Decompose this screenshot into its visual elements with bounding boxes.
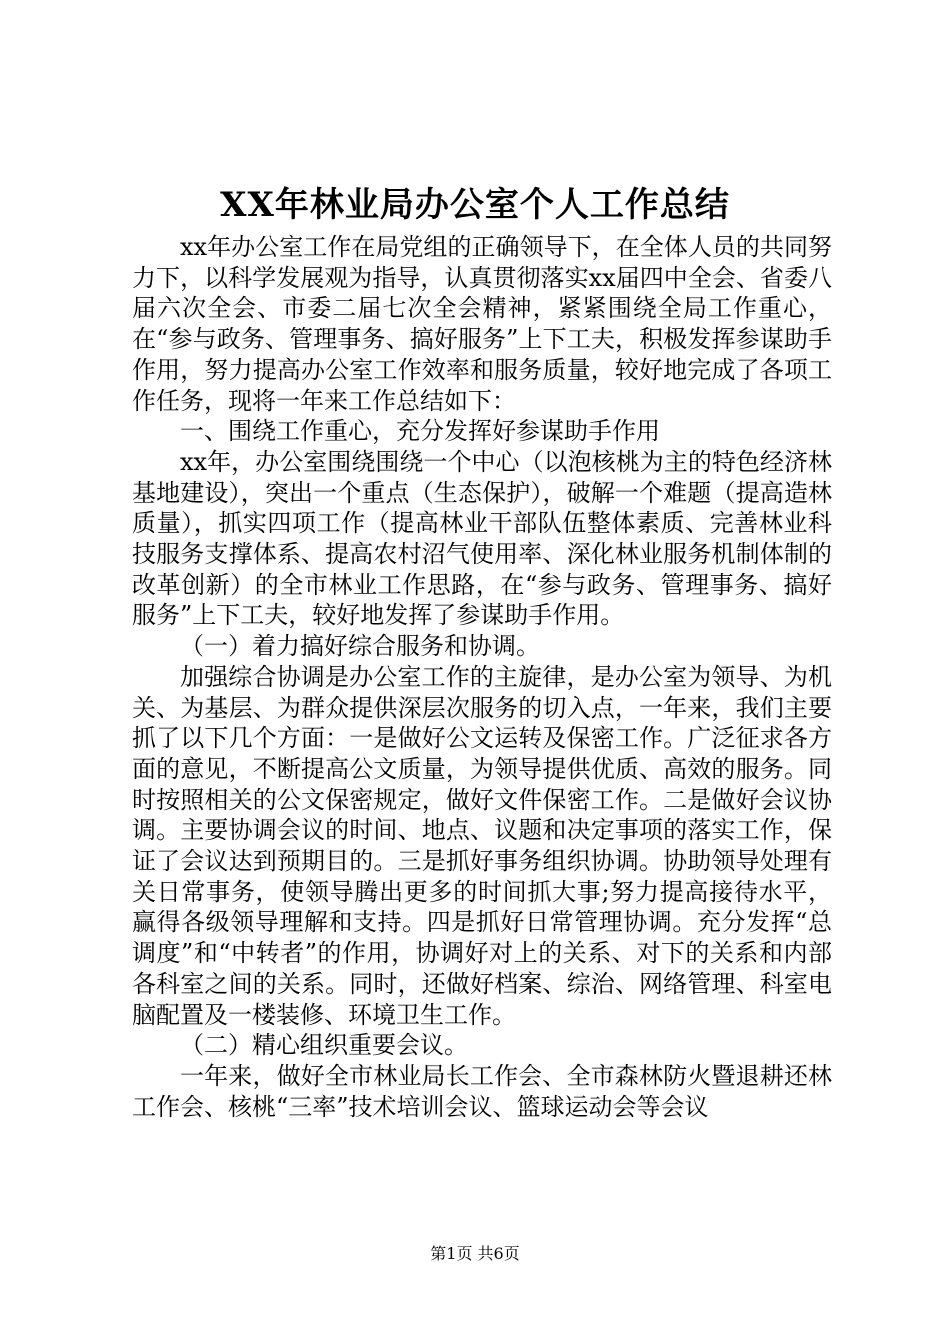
- heading-section-1: 一、围绕工作重心，充分发挥好参谋助手作用: [180, 417, 660, 446]
- heading-subsection-2: （二）精心组织重要会议。: [180, 1031, 468, 1060]
- heading-subsection-1: （一）着力搞好综合服务和协调。: [180, 632, 540, 661]
- paragraph-subsection-1: 加强综合协调是办公室工作的主旋律，是办公室为领导、为机关、为基层、为群众提供深层次服务的切入点，一年来，我们主要抓了以下几个方面：一是做好公文运转及保密工作。广泛征求各方面的意见，不断提高公文质量，为领导提供优质、高效的服务。同时按照相关的公文保密规定，做好文件保密工作。二是做好会议协调。主要协调会议的时间、地点、议题和决定事项的落实工作，保证了会议达到预期目的。三是抓好事务组织协调。协助领导处理有关日常事务，使领导腾出更多的时间抓大事;努力提高接待水平，赢得各级领导理解和支持。四是抓好日常管理协调。充分发挥“总调度”和“中转者”的作用，协调好对上的关系、对下的关系和内部各科室之间的关系。同时，还做好档案、综治、网络管理、科室电脑配置及一楼装修、环境卫生工作。: [132, 662, 832, 1029]
- document-body: [132, 232, 832, 1122]
- paragraph-intro: xx年办公室工作在局党组的正确领导下，在全体人员的共同努力下，以科学发展观为指导，认真贯彻落实xx届四中全会、省委八届六次全会、市委二届七次全会精神，紧紧围绕全局工作重心，在“参与政务、管理事务、搞好服务”上下工夫，积极发挥参谋助手作用，努力提高办公室工作效率和服务质量，较好地完成了各项工作任务，现将一年来工作总结如下：: [132, 233, 832, 415]
- paragraph-subsection-2: 一年来，做好全市林业局长工作会、全市森林防火暨退耕还林工作会、核桃“三率”技术培训会议、篮球运动会等会议: [132, 1061, 832, 1121]
- page-number: 第1页 共6页: [430, 1244, 520, 1263]
- paragraph-section-1: xx年，办公室围绕围绕一个中心（以泡核桃为主的特色经济林基地建设），突出一个重点（生态保护），破解一个难题（提高造林质量），抓实四项工作（提高林业干部队伍整体素质、完善林业科技服务支撑体系、提高农村沼气使用率、深化林业服务机制体制的改革创新）的全市林业工作思路，在“参与政务、管理事务、搞好服务”上下工夫，较好地发挥了参谋助手作用。: [132, 447, 832, 630]
- document-title: XX年林业局办公室个人工作总结: [220, 185, 730, 225]
